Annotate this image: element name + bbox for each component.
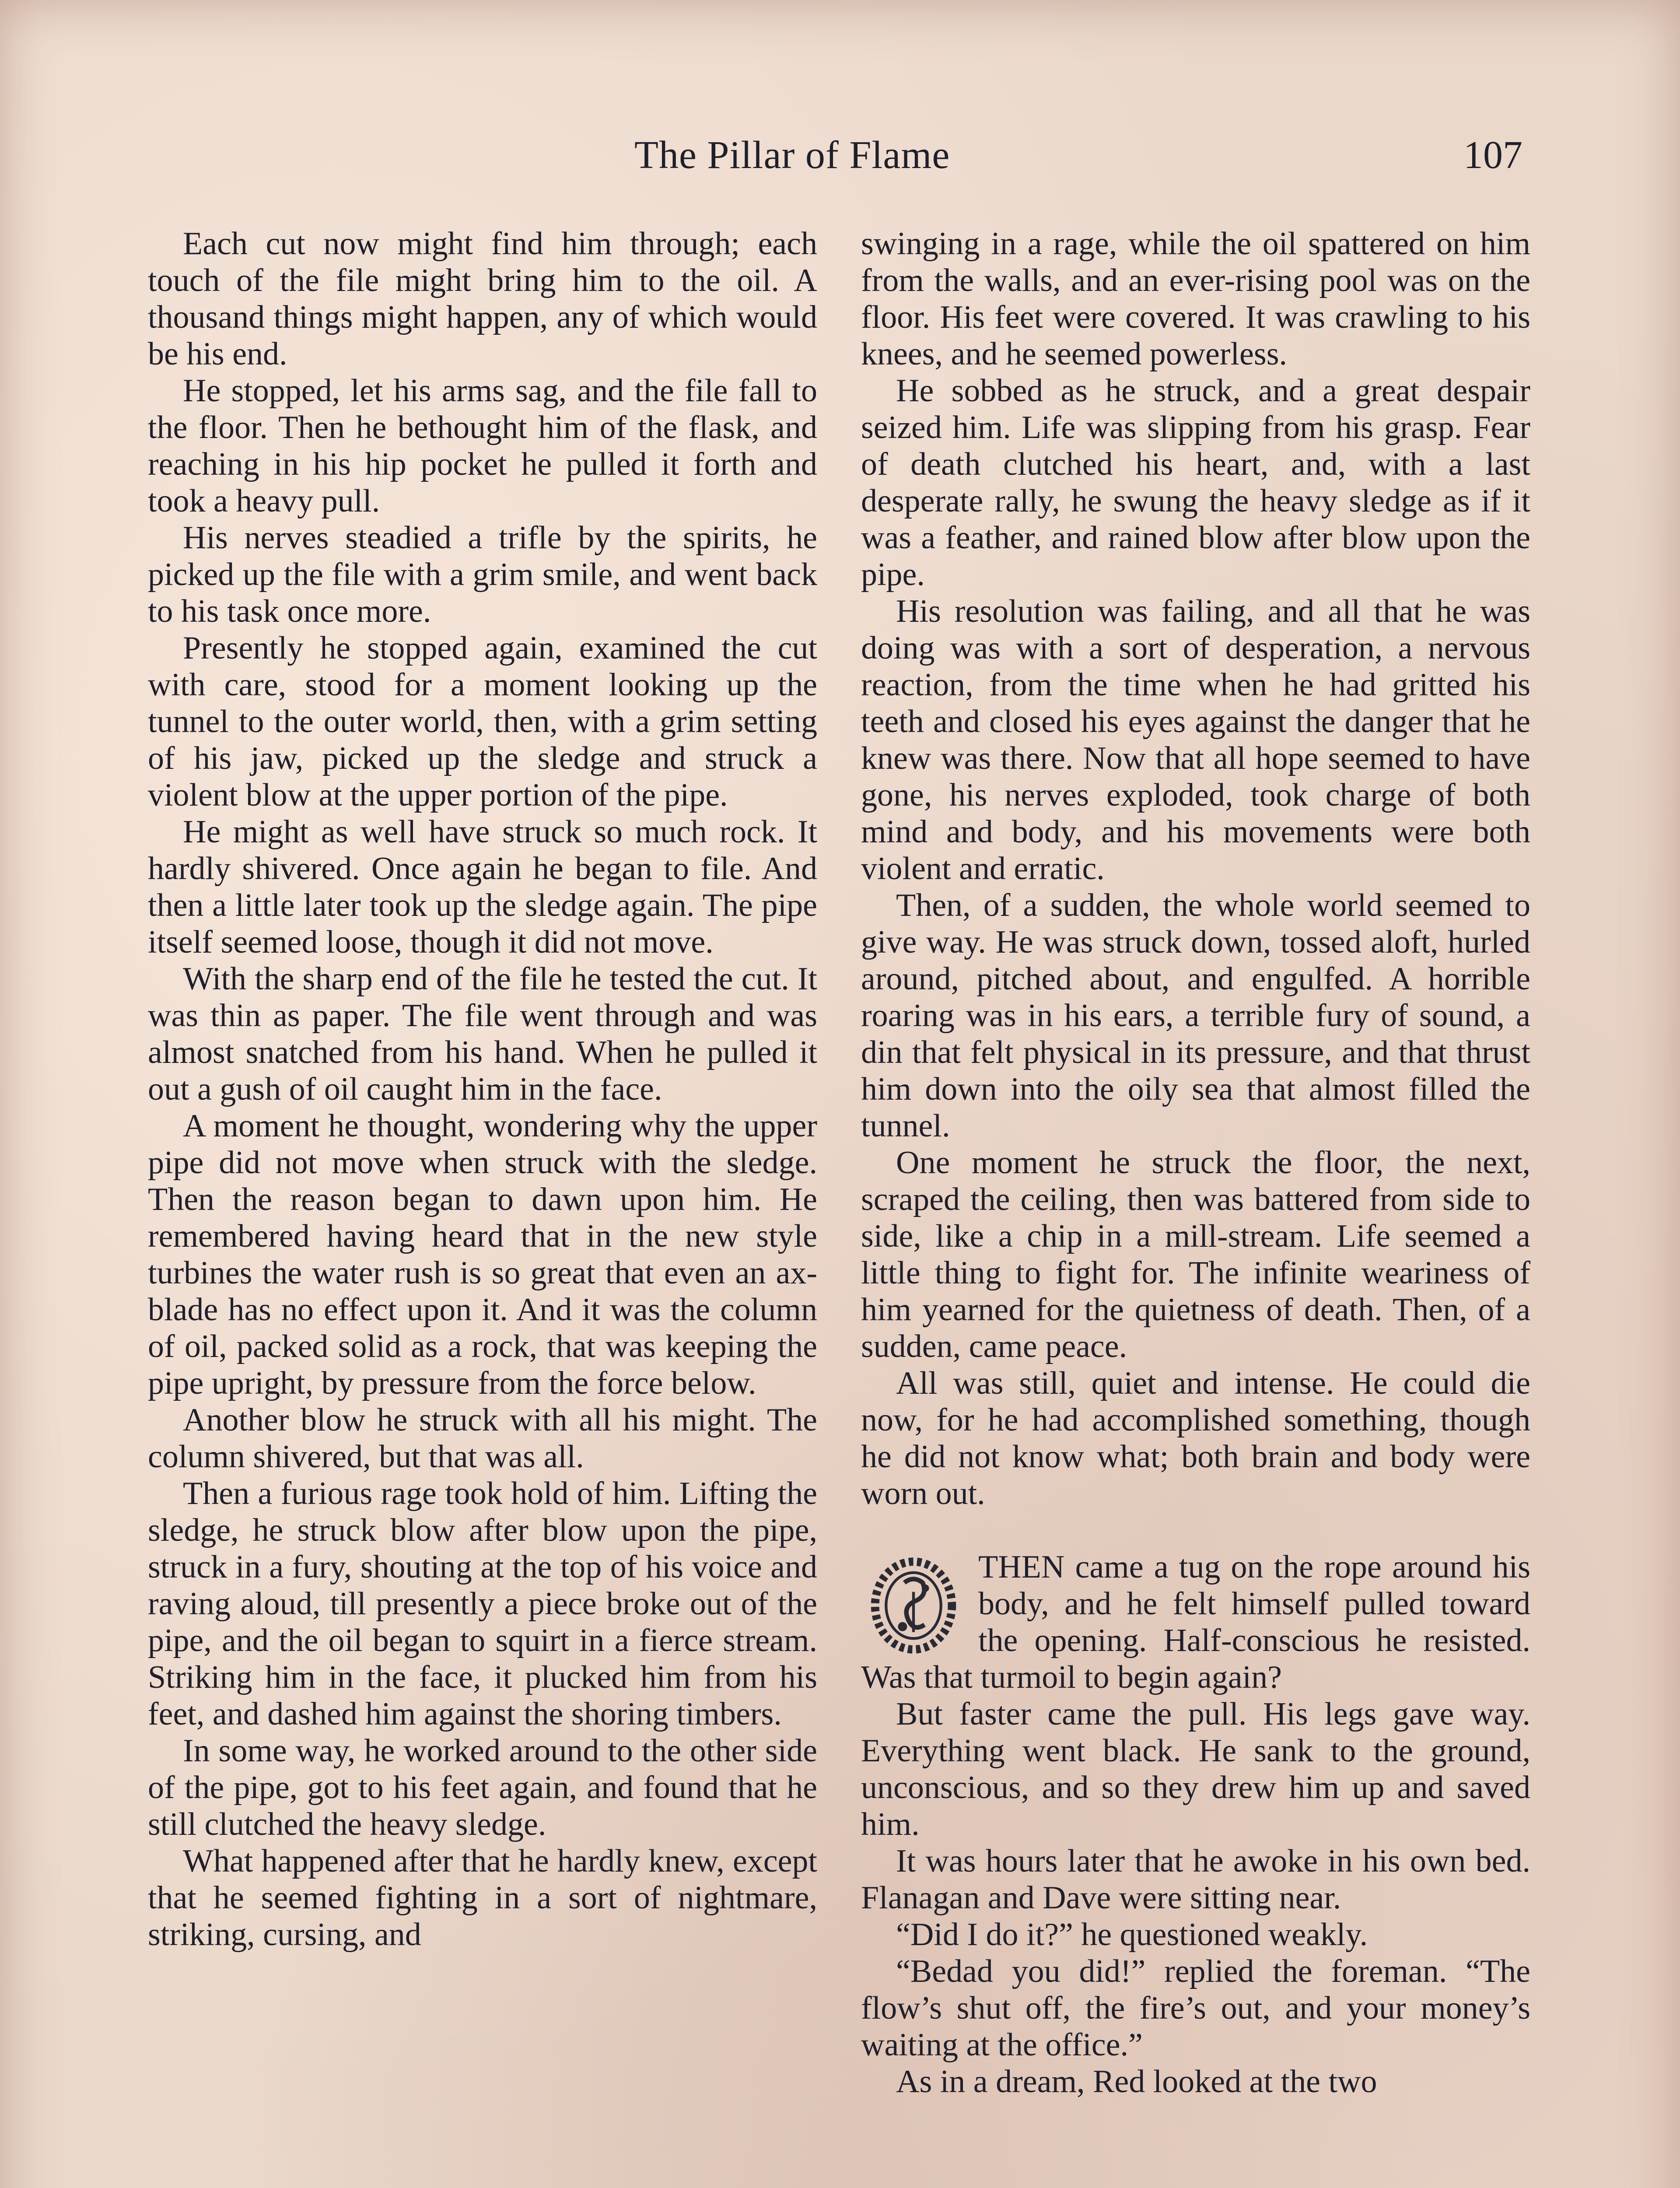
section-break [861, 1512, 1530, 1549]
paragraph: His resolution was failing, and all that he was doing was with a sort of desperation, a nervous reaction, from the time when he had gritted his teeth and closed his eyes against the danger that he knew was there. Now that all hope seemed to have gone, his nerves exploded, took charge of both mind and body, and his movements were both violent and erratic. [861, 593, 1530, 887]
paragraph: His nerves steadied a trifle by the spirits, he picked up the file with a grim smile, and went back to his task once more. [148, 520, 817, 629]
paragraph: What happened after that he hardly knew, except that he seemed fighting in a sort of nightmare, striking, cursing, and [148, 1843, 817, 1953]
paragraph: “Bedad you did!” replied the foreman. “The flow’s shut off, the fire’s out, and your money’s waiting at the office.” [861, 1953, 1530, 2063]
paragraph: With the sharp end of the file he tested the cut. It was thin as paper. The file went through and was almost snatched from his hand. When he pulled it out a gush of oil caught him in the face. [148, 961, 817, 1107]
paragraph: Presently he stopped again, examined the cut with care, stood for a moment looking up the tunnel to the outer world, then, with a grim setting of his jaw, picked up the sledge and struck a violent blow at the upper portion of the pipe. [148, 630, 817, 813]
paragraph: He might as well have struck so much rock. It hardly shivered. Once again he began to file. And then a little later took up the sledge again. The pipe itself seemed loose, though it did not move. [148, 814, 817, 960]
paragraph: He sobbed as he struck, and a great despair seized him. Life was slipping from his grasp. Fear of death clutched his heart, and, with a last desperate rally, he swung the heavy sledge as if it was a feather, and rained blow after blow upon the pipe. [861, 373, 1530, 593]
page-number: 107 [1463, 133, 1522, 177]
ornamental-drop-cap-icon [861, 1553, 966, 1658]
drop-cap-paragraph: THEN came a tug on the rope around his body, and he felt himself pulled toward the opening. Half-conscious he resisted. Was that turmoil to begin again? [861, 1549, 1530, 1695]
paragraph: Then, of a sudden, the whole world seemed to give way. He was struck down, tossed aloft, hurled around, pitched about, and engulfed. A horrible roaring was in his ears, a terrible fury of sound, a din that felt physical in its pressure, and that thrust him down into the oily sea that almost filled the tunnel. [861, 887, 1530, 1144]
paragraph: “Did I do it?” he questioned weakly. [896, 1917, 1368, 1953]
paragraph: Each cut now might find him through; each touch of the file might bring him to the oil. A thousand things might happen, any of which would be his end. [148, 226, 817, 372]
paragraph: All was still, quiet and intense. He could die now, for he had accomplished something, though he did not know what; both brain and body were worn out. [861, 1365, 1530, 1511]
left-column [148, 225, 817, 1953]
paragraph: He stopped, let his arms sag, and the file fall to the floor. Then he bethought him of the flask, and reaching in his hip pocket he pulled it forth and took a heavy pull. [148, 373, 817, 519]
paragraph: Another blow he struck with all his might. The column shivered, but that was all. [148, 1402, 817, 1475]
running-title: The Pillar of Flame [634, 133, 950, 177]
running-head [0, 131, 1680, 179]
paragraph: As in a dream, Red looked at the two [896, 2064, 1377, 2100]
drop-cap-section [861, 1549, 1530, 1696]
paragraph: But faster came the pull. His legs gave way. Everything went black. He sank to the ground, unconscious, and so they drew him up and saved him. [861, 1696, 1530, 1842]
paragraph: It was hours later that he awoke in his own bed. Flanagan and Dave were sitting near. [861, 1843, 1530, 1916]
paragraph-continued: swinging in a rage, while the oil spattered on him from the walls, and an ever-rising pool was on the floor. His feet were covered. It was crawling to his knees, and he seemed powerless. [861, 226, 1530, 372]
right-column [861, 225, 1530, 2100]
paragraph: In some way, he worked around to the other side of the pipe, got to his feet again, and found that he still clutched the heavy sledge. [148, 1733, 817, 1842]
paragraph: A moment he thought, wondering why the upper pipe did not move when struck with the sledge. Then the reason began to dawn upon him. He remembered having heard that in the new style turbines the water rush is so great that even an ax-blade has no effect upon it. And it was the column of oil, packed solid as a rock, that was keeping the pipe upright, by pressure from the force below. [148, 1108, 817, 1401]
paragraph: Then a furious rage took hold of him. Lifting the sledge, he struck blow after blow upon the pipe, struck in a fury, shouting at the top of his voice and raving aloud, till presently a piece broke out of the pipe, and the oil began to squirt in a fierce stream. Striking him in the face, it plucked him from his feet, and dashed him against the shoring timbers. [148, 1476, 817, 1732]
paragraph: One moment he struck the floor, the next, scraped the ceiling, then was battered from side to side, like a chip in a mill-stream. Life seemed a little thing to fight for. The infinite weariness of him yearned for the quietness of death. Then, of a sudden, came peace. [861, 1145, 1530, 1364]
